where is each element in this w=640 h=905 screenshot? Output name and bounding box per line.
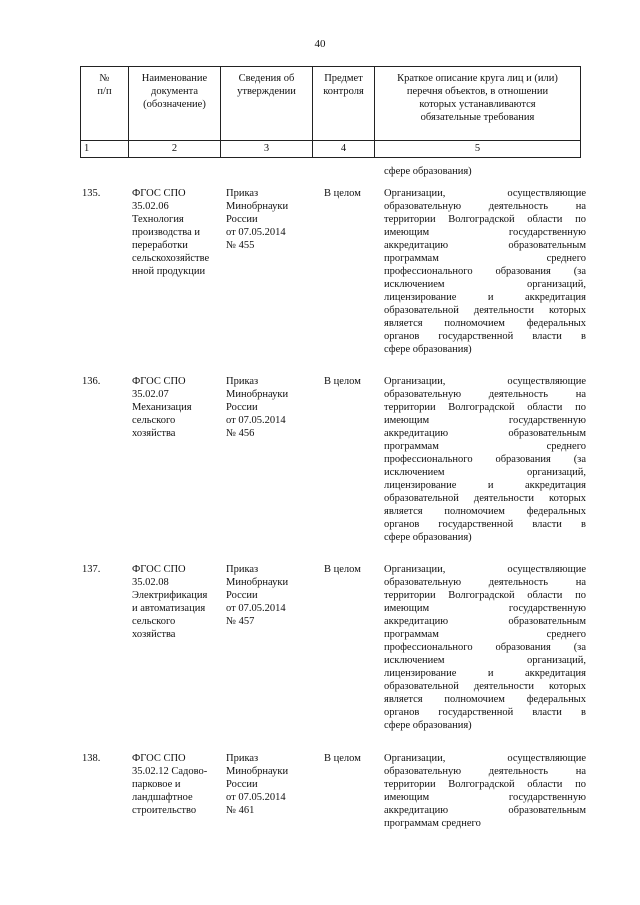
header-col-document: Наименование документа (обозначение) — [129, 67, 221, 141]
description-line: Организации, осуществляющие — [384, 564, 586, 575]
description-line: территории Волгоградской области по — [384, 402, 586, 413]
description-line: органов государственной власти в — [384, 519, 586, 530]
row-number: 135. — [82, 188, 101, 199]
document-name — [132, 752, 222, 817]
document-name-line: строительство — [132, 805, 197, 816]
description — [384, 187, 586, 356]
description-line: программам среднего — [384, 629, 586, 640]
description-line: территории Волгоградской области по — [384, 214, 586, 225]
control-subject: В целом — [324, 188, 361, 199]
description-line: является полномочием федеральных — [384, 318, 586, 329]
document-name-line: хозяйства — [132, 629, 176, 640]
page-number: 40 — [314, 38, 326, 50]
description-line: исключением организаций, — [384, 467, 586, 478]
approval-line: от 07.05.2014 — [226, 415, 286, 426]
document-name-line: 35.02.12 Садово- — [132, 766, 208, 777]
approval-line: Минобрнауки — [226, 389, 289, 400]
approval-line: Минобрнауки — [226, 201, 289, 212]
description-line: программам среднего — [384, 253, 586, 264]
description-line: исключением организаций, — [384, 279, 586, 290]
document-name-line: Электрификация — [132, 590, 208, 601]
description — [384, 375, 586, 544]
approval-line: России — [226, 779, 258, 790]
document-name-line: 35.02.06 — [132, 201, 169, 212]
description-line: образовательной деятельности которых — [384, 493, 586, 504]
approval-line: Минобрнауки — [226, 766, 289, 777]
description-line: образовательную деятельность на — [384, 577, 586, 588]
description — [384, 563, 586, 732]
description-line: территории Волгоградской области по — [384, 779, 586, 790]
column-number: 5 — [375, 141, 581, 158]
description-line: лицензирование и аккредитация — [384, 292, 586, 303]
approval-info — [226, 187, 316, 252]
document-name-line: ФГОС СПО — [132, 188, 186, 199]
description-line: имеющим государственную — [384, 415, 586, 426]
row-number: 137. — [82, 564, 101, 575]
description-line: аккредитацию образовательным — [384, 805, 586, 816]
approval-info — [226, 375, 316, 440]
document-name — [132, 563, 222, 641]
approval-line: № 455 — [226, 240, 255, 251]
approval-line: от 07.05.2014 — [226, 603, 286, 614]
document-name-line: нной продукции — [132, 266, 206, 277]
description-line: имеющим государственную — [384, 792, 586, 803]
description-line: образовательную деятельность на — [384, 389, 586, 400]
approval-line: Приказ — [226, 188, 259, 199]
description-line: Организации, осуществляющие — [384, 753, 586, 764]
description-line: сфере образования) — [384, 720, 472, 731]
description-line: органов государственной власти в — [384, 707, 586, 718]
description — [384, 752, 586, 830]
column-number: 2 — [129, 141, 221, 158]
approval-line: России — [226, 402, 258, 413]
column-number: 1 — [81, 141, 129, 158]
description-line: исключением организаций, — [384, 655, 586, 666]
description-line: аккредитацию образовательным — [384, 428, 586, 439]
column-number: 3 — [221, 141, 313, 158]
row-number: 138. — [82, 753, 101, 764]
description-line: является полномочием федеральных — [384, 506, 586, 517]
description-line: образовательной деятельности которых — [384, 305, 586, 316]
header-col-number: № п/п — [81, 67, 129, 141]
document-name-line: сельскохозяйстве — [132, 253, 210, 264]
document-name-line: 35.02.08 — [132, 577, 169, 588]
description-line: профессионального образования (за — [384, 266, 586, 277]
document-name-line: переработки — [132, 240, 188, 251]
table-header — [80, 66, 581, 158]
document-name-line: ФГОС СПО — [132, 376, 186, 387]
column-number: 4 — [313, 141, 375, 158]
document-name — [132, 187, 222, 278]
approval-info — [226, 563, 316, 628]
continuation-text: сфере образования) — [384, 166, 472, 177]
control-subject: В целом — [324, 753, 361, 764]
description-line: аккредитацию образовательным — [384, 616, 586, 627]
approval-line: Приказ — [226, 564, 259, 575]
approval-line: России — [226, 590, 258, 601]
description-line: органов государственной власти в — [384, 331, 586, 342]
document-name-line: ФГОС СПО — [132, 564, 186, 575]
description-line: лицензирование и аккредитация — [384, 480, 586, 491]
column-number-row — [81, 141, 581, 158]
document-name-line: сельского — [132, 415, 176, 426]
description-line: сфере образования) — [384, 532, 472, 543]
document-name-line: хозяйства — [132, 428, 176, 439]
document-name-line: Технология — [132, 214, 184, 225]
description-line: образовательную деятельность на — [384, 766, 586, 777]
control-subject: В целом — [324, 564, 361, 575]
approval-line: от 07.05.2014 — [226, 792, 286, 803]
description-line: сфере образования) — [384, 344, 472, 355]
description-line: профессионального образования (за — [384, 454, 586, 465]
description-line: программам среднего — [384, 818, 481, 829]
description-line: территории Волгоградской области по — [384, 590, 586, 601]
document-name-line: производства и — [132, 227, 201, 238]
document-name-line: и автоматизация — [132, 603, 206, 614]
description-line: имеющим государственную — [384, 603, 586, 614]
description-line: профессионального образования (за — [384, 642, 586, 653]
description-line: является полномочием федеральных — [384, 694, 586, 705]
control-subject: В целом — [324, 376, 361, 387]
approval-line: № 456 — [226, 428, 255, 439]
header-col-description: Краткое описание круга лиц и (или) перечня объектов, в отношении которых устанавливаются обязательные требования — [375, 67, 581, 141]
description-line: образовательную деятельность на — [384, 201, 586, 212]
document-name-line: ландшафтное — [132, 792, 193, 803]
approval-line: от 07.05.2014 — [226, 227, 286, 238]
description-line: имеющим государственную — [384, 227, 586, 238]
document-name-line: 35.02.07 — [132, 389, 169, 400]
document-name — [132, 375, 222, 440]
description-line: Организации, осуществляющие — [384, 376, 586, 387]
description-line: Организации, осуществляющие — [384, 188, 586, 199]
approval-line: Приказ — [226, 376, 259, 387]
approval-line: Минобрнауки — [226, 577, 289, 588]
description-line: аккредитацию образовательным — [384, 240, 586, 251]
approval-line: № 457 — [226, 616, 255, 627]
approval-info — [226, 752, 316, 817]
document-name-line: Механизация — [132, 402, 192, 413]
header-row — [81, 67, 581, 141]
approval-line: России — [226, 214, 258, 225]
description-line: программам среднего — [384, 441, 586, 452]
document-name-line: сельского — [132, 616, 176, 627]
description-line: лицензирование и аккредитация — [384, 668, 586, 679]
header-col-subject: Предмет контроля — [313, 67, 375, 141]
document-name-line: парковое и — [132, 779, 181, 790]
row-number: 136. — [82, 376, 101, 387]
approval-line: Приказ — [226, 753, 259, 764]
description-line: образовательной деятельности которых — [384, 681, 586, 692]
approval-line: № 461 — [226, 805, 255, 816]
document-name-line: ФГОС СПО — [132, 753, 186, 764]
header-col-approval: Сведения об утверждении — [221, 67, 313, 141]
